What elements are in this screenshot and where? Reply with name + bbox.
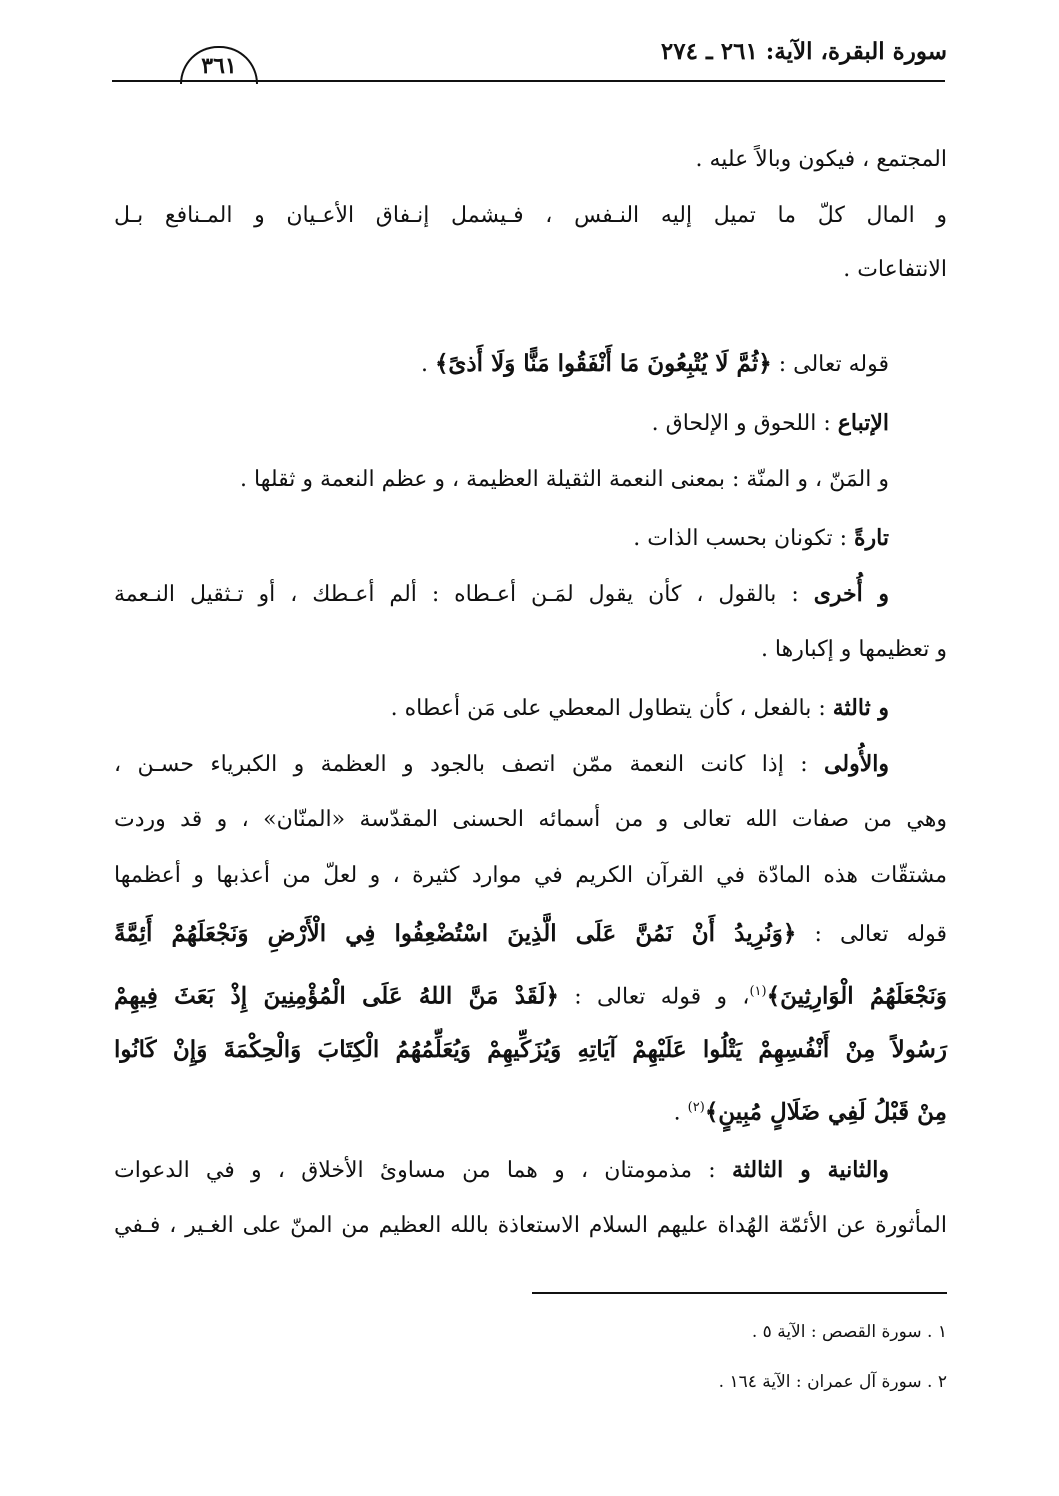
quran-verse-2b: وَنَجْعَلَهُمُ الْوَارِثِينَ﴾	[766, 982, 947, 1010]
text-l11b: : إذا كانت النعمة ممّن اتصف بالجود و العظمة و الكبرياء حسـن ،	[114, 752, 825, 777]
quran-verse-3a: ﴿لَقَدْ مَنَّ اللهُ عَلَى الْمُؤْمِنِينَ إِذْ بَعَثَ فِيهِمْ	[114, 982, 559, 1010]
text-l1: المجتمع ، فيكون وبالاً عليه .	[695, 147, 947, 172]
text-line-8	[114, 574, 889, 615]
text-line-18	[114, 1150, 889, 1191]
text-line-9	[114, 630, 947, 670]
text-line-17	[114, 1088, 947, 1133]
footnote-1: ١ . سورة القصص : الآية ٥ .	[751, 1322, 947, 1342]
term-thalitha: و ثالثة	[832, 695, 889, 721]
header-rule	[112, 80, 945, 82]
text-line-4	[114, 344, 889, 385]
text-l10b: : بالفعل ، كأن يتطاول المعطي على مَن أعطاه .	[390, 696, 833, 721]
text-line-1	[114, 140, 947, 180]
footnote-ref-2: (٢)	[687, 1100, 705, 1115]
text-line-7	[114, 518, 889, 559]
text-l8b: : بالقول ، كأن يقول لمَـن أعـطاه : ألم أعـطك ، أو تـثقيل النـعمة	[114, 582, 814, 607]
text-line-16	[114, 1030, 947, 1071]
text-line-13	[114, 856, 947, 896]
quran-verse-3b: رَسُولاً مِنْ أَنْفُسِهِمْ يَتْلُوا عَلَيْهِمْ آيَاتِهِ وَيُزَكِّيهِمْ وَيُعَلِّمُهُمُ الْكِتَابَ وَالْحِكْمَةَ وَإِنْ كَانُوا	[114, 1036, 947, 1063]
text-l19: المأثورة عن الأئمّة الهُداة عليهم السلام الاستعاذة بالله العظيم من المنّ على الغـير ، فـفي	[114, 1213, 947, 1238]
text-line-2	[114, 196, 947, 236]
text-line-12	[114, 800, 947, 840]
text-l9: و تعظيمها و إكبارها .	[760, 637, 947, 662]
text-l18b: : مذمومتان ، و هما من مساوئ الأخلاق ، و في الدعوات	[114, 1158, 732, 1183]
text-l5b: : اللحوق و الإلحاق .	[651, 411, 838, 436]
text-l3: الانتفاعات .	[843, 257, 947, 282]
quran-verse-1: ﴿ثُمَّ لَا يُتْبِعُونَ مَا أَنْفَقُوا مَنًّا وَلَا أَذىً﴾	[434, 350, 772, 377]
text-line-14	[114, 914, 947, 955]
text-line-3	[114, 250, 947, 290]
text-l17b: .	[673, 1100, 688, 1126]
text-l7b: : تكونان بحسب الذات .	[633, 526, 855, 551]
term-ukhra: و أُخرى	[813, 581, 889, 607]
text-line-5	[114, 403, 889, 444]
text-l12: وهي من صفات الله تعالى و من أسمائه الحسنى المقدّسة «المنّان» ، و قد وردت	[114, 807, 947, 832]
text-l4c: .	[420, 352, 435, 377]
text-l14a: قوله تعالى :	[796, 922, 947, 947]
text-l6: و المَنّ ، و المنّة : بمعنى النعمة الثقيلة العظيمة ، و عظم النعمة و ثقلها .	[240, 467, 889, 492]
quran-verse-3c: مِنْ قَبْلُ لَفِي ضَلَالٍ مُبِينٍ﴾	[704, 1098, 947, 1126]
text-l4a: قوله تعالى :	[771, 352, 889, 377]
text-line-19	[114, 1206, 947, 1246]
running-header-title: سورة البقرة، الآية: ٢٦١ ـ ٢٧٤	[660, 38, 947, 65]
term-ula: والأُولى	[824, 751, 889, 777]
text-line-11	[114, 744, 889, 785]
term-thaniya-thalitha: والثانية و الثالثة	[731, 1157, 889, 1183]
text-line-15	[114, 972, 947, 1017]
footnote-2: ٢ . سورة آل عمران : الآية ١٦٤ .	[718, 1372, 947, 1392]
term-itba: الإتباع	[837, 410, 889, 436]
page-number: ٣٦١	[180, 46, 258, 84]
text-l13: مشتقّات هذه المادّة في القرآن الكريم في موارد كثيرة ، و لعلّ من أعذبها و أعظمها	[114, 863, 947, 888]
footnote-rule	[532, 1292, 947, 1294]
text-line-6	[114, 460, 889, 500]
text-line-10	[114, 688, 889, 729]
term-taratan: تارةً	[854, 525, 889, 551]
text-l15b: ، و قوله تعالى :	[558, 984, 750, 1010]
footnote-ref-1: (١)	[749, 984, 767, 999]
quran-verse-2a: ﴿وَنُرِيدُ أَنْ نَمُنَّ عَلَى الَّذِينَ اسْتُضْعِفُوا فِي الْأَرْضِ وَنَجْعَلَهُمْ أَئِمَّةً	[114, 920, 797, 947]
text-l2: و المال كلّ ما تميل إليه النـفس ، فـيشمل إنـفاق الأعـيان و المـنافع بـل	[114, 203, 947, 228]
